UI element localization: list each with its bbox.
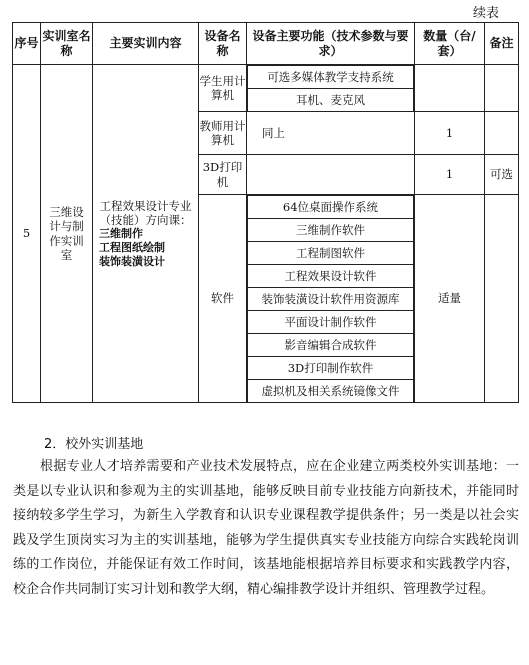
function-item: 耳机、麦克风 xyxy=(248,89,414,112)
table-header-row xyxy=(13,23,519,65)
continued-label: 续表 xyxy=(473,6,500,21)
header-note: 备注 xyxy=(485,23,519,65)
header-seq: 序号 xyxy=(13,23,41,65)
device-name: 软件 xyxy=(199,195,247,403)
function-item: 工程效果设计软件 xyxy=(248,265,414,288)
content-item: 工程图纸绘制 xyxy=(99,241,165,254)
function-item: 3D打印制作软件 xyxy=(248,357,414,380)
section-title: 2．校外实训基地 xyxy=(44,437,144,452)
device-functions xyxy=(247,195,415,403)
function-item: 可选多媒体教学支持系统 xyxy=(248,66,414,89)
device-functions xyxy=(247,65,415,112)
body-paragraph: 根据专业人才培养需要和产业技术发展特点，应在企业建立两类校外实训基地：一类是以专业认识和参观为主的实训基地，能够反映目前专业技能方向新技术，并能同时接纳较多学生学习，为新生入学教育和认识专业课程教学提供条件；另一类是以社会实践及学生顶岗实习为主的实训基地，能够为学生提供真实专业技能方向综合实践轮岗训练的工作岗位，并能保证有效工作时间，该基地能根据培养目标要求和实践教学内容，校企合作共同制订实习计划和教学大纲，精心编排教学设计并组织、管理教学过程。 xyxy=(13,459,519,597)
function-item: 同上 xyxy=(247,112,415,155)
function-item: 平面设计制作软件 xyxy=(248,311,414,334)
header-room: 实训室名称 xyxy=(41,23,93,65)
row-seq: 5 xyxy=(13,65,41,403)
header-qty: 数量（台/套） xyxy=(415,23,485,65)
device-qty: 1 xyxy=(415,112,485,155)
function-item: 三维制作软件 xyxy=(248,219,414,242)
device-qty xyxy=(415,65,485,112)
device-name: 教师用计算机 xyxy=(199,112,247,155)
content-item: 装饰装潢设计 xyxy=(99,254,165,268)
content-main: 工程效果设计专业（技能）方向课： xyxy=(99,198,192,227)
header-device: 设备名称 xyxy=(199,23,247,65)
device-name: 3D打印机 xyxy=(199,155,247,195)
device-note xyxy=(485,112,519,155)
device-qty: 适量 xyxy=(415,195,485,403)
function-item: 虚拟机及相关系统镜像文件 xyxy=(248,380,414,403)
device-name: 学生用计算机 xyxy=(199,65,247,112)
device-note xyxy=(485,65,519,112)
header-content: 主要实训内容 xyxy=(93,23,199,65)
function-item: 影音编辑合成软件 xyxy=(248,334,414,357)
device-note: 可选 xyxy=(485,155,519,195)
function-item: 64位桌面操作系统 xyxy=(248,196,414,219)
table-row xyxy=(13,65,519,112)
function-item: 装饰装潢设计软件用资源库 xyxy=(248,288,414,311)
function-item: 工程制图软件 xyxy=(248,242,414,265)
header-function: 设备主要功能（技术参数与要求） xyxy=(247,23,415,65)
device-qty: 1 xyxy=(415,155,485,195)
row-content xyxy=(93,65,199,403)
device-note xyxy=(485,195,519,403)
row-room: 三维设计与制作实训室 xyxy=(41,65,93,403)
function-item xyxy=(247,155,415,195)
training-equipment-table xyxy=(12,22,519,403)
content-item: 三维制作 xyxy=(99,227,143,241)
